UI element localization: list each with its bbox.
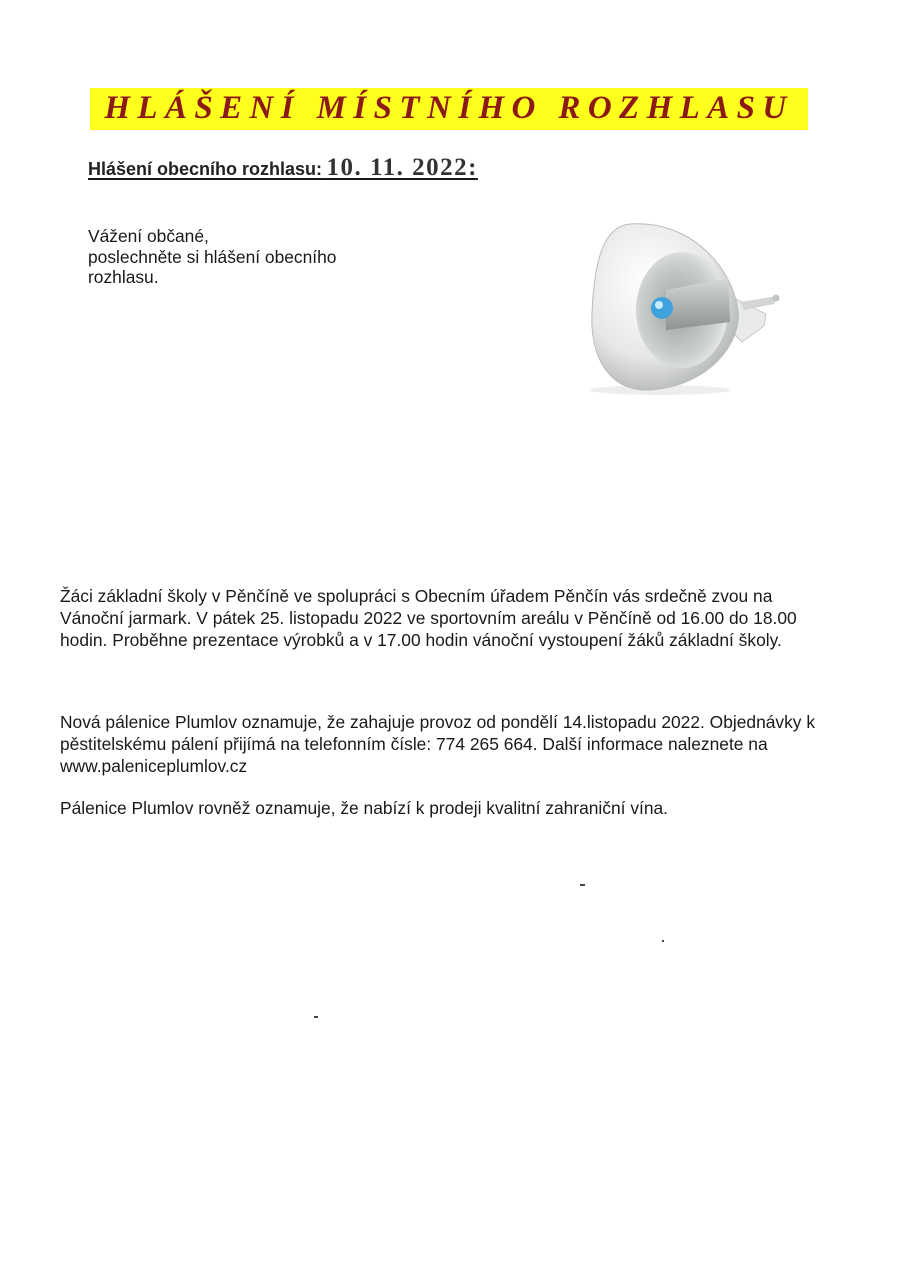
paragraph-christmas-market: Žáci základní školy v Pěnčíně ve spolupráci s Obecním úřadem Pěnčín vás srdečně zvou na Vánoční jarmark. V pátek 25. listopadu 2022 ve sportovním areálu v Pěnčíně od 16.00 do 18.00 hodin. Proběhne prezentace výrobků a v 17.00 hodin vánoční vystoupení žáků základní školy. [60,586,797,650]
scan-speck [662,940,664,942]
loudspeaker-icon [580,218,790,398]
scan-speck [314,1016,318,1018]
announcement-heading-label: Hlášení obecního rozhlasu: [88,159,323,179]
scan-speck [580,884,585,886]
announcement-date: 10. 11. 2022: [326,154,478,181]
greeting-line: rozhlasu. [88,267,159,287]
paragraph-distillery-opening: Nová pálenice Plumlov oznamuje, že zahajuje provoz od pondělí 14.listopadu 2022. Objednávky k pěstitelskému pálení přijímá na telefonním čísle: 774 265 664. Další informace naleznete na www.paleniceplumlov.cz [60,712,816,776]
page-title: HLÁŠENÍ MÍSTNÍHO ROZHLASU [104,90,794,126]
greeting-line: poslechněte si hlášení obecního [88,246,337,267]
title-banner [90,88,808,130]
greeting [88,226,408,288]
greeting-line: Vážení občané, [88,226,209,246]
announcement-heading [88,154,478,182]
paragraph-wine-offer: Pálenice Plumlov rovněž oznamuje, že nabízí k prodeji kvalitní zahraniční vína. [60,798,669,818]
